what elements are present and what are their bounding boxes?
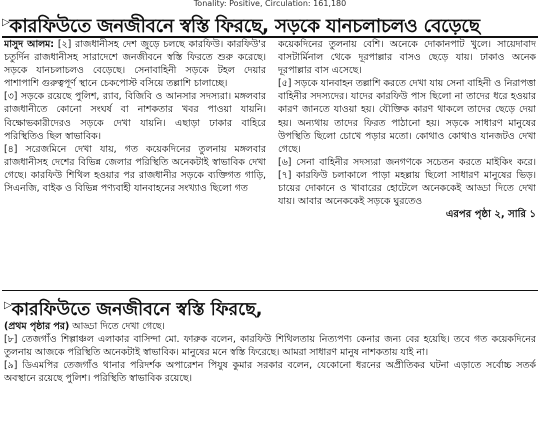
right-paragraph-1: কয়েকদিনের তুলনায় বেশি। অনেকে দোকানপাট খুলে। সায়েদাবাদ বাসটার্মিনাল থেকে দূরপাল্লার বাসও ছেড়ে যায়। ঢাকাও অনেক দূরপাল্লার বাস এসেছে। — [278, 39, 536, 77]
tonality-circulation-line: Tonality: Positive, Circulation: 161,180 — [193, 0, 347, 8]
headline-marker: ▷ — [2, 17, 10, 28]
left-paragraph-1: [২] রাজধানীসহ দেশ জুড়ে চলছে কারফিউ। কারফিউ'র চতুর্দিন রাজধানীসহ সারাদেশে জনজীবনে স্বস্তি ফিরতে শুরু করেছে। সড়কে যানচলাচলও বেড়েছে। সেনাবাহিনী সড়কে টহল দেয়ার পাশাপাশি গুরুত্বপূর্ণ স্থানে চেকপোস্ট বসিয়ে তল্লাশি চালাচ্ছে। — [4, 39, 266, 90]
lower-paragraph-2: [৯] ডিএমপির তেজগাঁও থানার পরিদর্শক অপারেশন পিযুষ কুমার সরকার বলেন, যেকোনো ধরনের অপ্রীতিকর ঘটনা এড়াতে সর্বোচ্চ সতর্ক অবস্থানে রয়েছে পুলিশ। পরিস্থিতি স্বাভাবিক রয়েছে। — [4, 360, 536, 385]
right-column — [278, 38, 536, 288]
lower-paragraph-1: [৮] তেজগাঁও শিল্পাঞ্চল এলাকার বাসিন্দা মো. ফারুক বলেন, কারফিউ শিথিলতায় নিত্যপণ্য কেনার জন্য বের হয়েছি। তবে গত কয়েকদিনের তুলনায় আজকে পরিস্থিতি অনেকটাই স্বাভাবিক। মানুষের মনে স্বস্তি ফিরেছে। আমরা সাধারণ মানুষ নাশকতায় যাই না। — [4, 334, 536, 359]
continuation-note: এরপর পৃষ্ঠা ২, সারি ১ — [445, 209, 536, 221]
section-rule — [2, 290, 538, 291]
continued-story — [4, 320, 536, 440]
left-column — [4, 38, 266, 288]
from-page-label: (প্রথম পৃষ্ঠার পর) — [4, 321, 70, 332]
from-page-rest: আড্ডা দিতে দেখা গেছে। — [69, 321, 165, 332]
headline — [2, 10, 538, 36]
continued-headline — [4, 293, 536, 319]
left-paragraph-2: [৩] সড়কে রয়েছে পুলিশ, র‍্যাব, বিজিবি ও আনসার সদস্যরা। মঙ্গলবার রাজধানীতে কোনো সংঘর্ষ বা নাশকতার খবর পাওয়া যায়নি। বিক্ষোভকারীদেরও সড়কে দেখা যায়নি। এছাড়া ঢাকার বাহিরে পরিস্থিতিও ছিল স্বাভাবিক। — [4, 91, 266, 142]
subhead-marker: ▷ — [4, 300, 12, 311]
subhead-text: কারফিউতে জনজীবনে স্বস্তি ফিরছে, — [11, 299, 263, 319]
right-paragraph-3: [৬] সেনা বাহিনীর সদস্যরা জনগণকে সচেতন করতে মাইকিং করে। [৭] কারফিউ চলাকালে পাড়া মহল্লায় ছিলো সাধারণ মানুষের ভিড়। চায়ের দোকানে ও খাবারের হোটেলে অনেককেই আড্ডা দিতে দেখা যায়। আবার অনেককেই সড়কে ঘুরতেও — [278, 156, 536, 208]
headline-text: কারফিউতে জনজীবনে স্বস্তি ফিরছে, সড়কে যানচলাচলও বেড়েছে — [9, 16, 480, 36]
left-paragraph-3: [৪] সরেজমিনে দেখা যায়, গত কয়েকদিনের তুলনায় মঙ্গলবার রাজধানীসহ দেশের বিভিন্ন জেলার পরিস্থিতি অনেকটাই স্বাভাবিক দেখা গেছে। কারফিউ শিথিল হওয়ার পর রাজধানীর সড়কে ব্যক্তিগত গাড়ি, সিএনজি, বাইক ও বিভিন্ন পণ্যবাহী যানবাহনের সংখ্যাও ছিলো গত — [4, 143, 266, 195]
right-paragraph-2: [৫] সড়কে যানবাহন তল্লাশি করতে দেখা যায় সেনা বাহিনী ও নিরাপত্তা বাহিনীর সদস্যদের। যাদের কারফিউ পাস ছিলো না তাদের ধরে হওয়ার কারণ জানতে যাওয়া হয়। যৌক্তিক কারণ থাকলে তাদের ছেড়ে দেয়া হয়। অন্যথায় তাদের ফিরত পাঠানো হয়। সড়কে সাধারণ মানুষের উপস্থিতি ছিলো চোখে পড়ার মতো। কোথাও কোথাও যানজটও দেখা গেছে। — [278, 78, 536, 155]
byline: মাসুদ আলম: — [4, 39, 55, 50]
